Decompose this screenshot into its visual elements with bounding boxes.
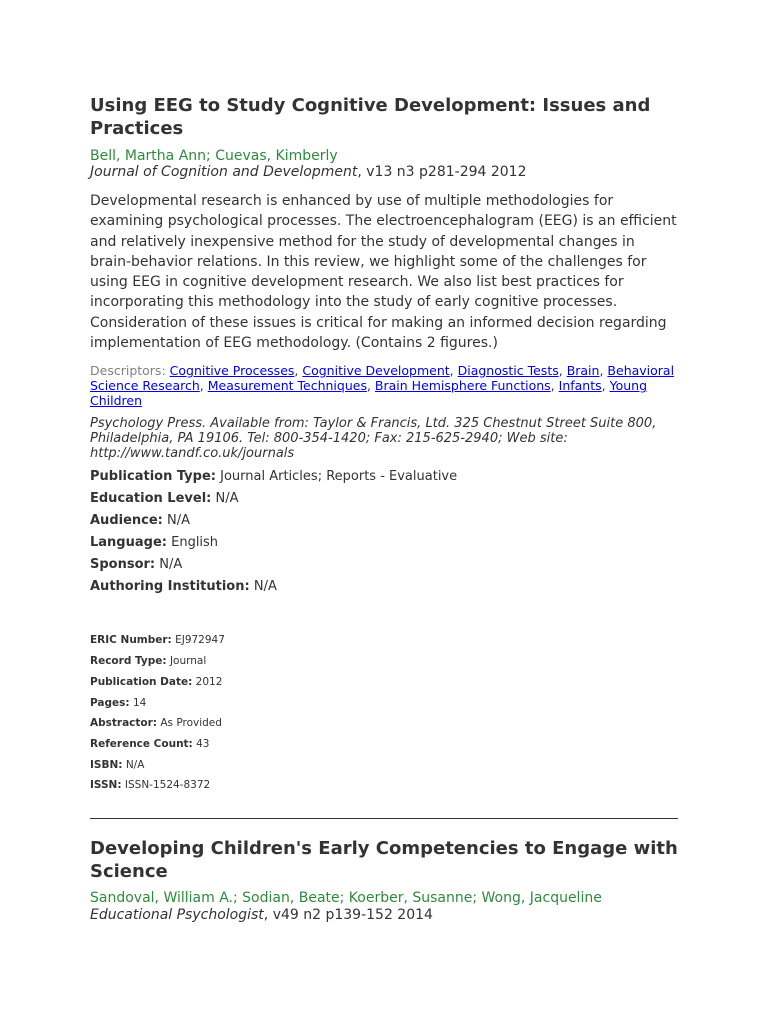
field-publication-type (90, 469, 457, 485)
descriptor-link[interactable]: Behavioral Science Research (90, 363, 675, 393)
field-label: Publication Type: (90, 469, 216, 484)
detail-isbn (90, 758, 144, 772)
detail-label: ERIC Number: (90, 634, 172, 646)
field-value: Journal Articles; Reports - Evaluative (220, 469, 458, 484)
descriptors-label: Descriptors: (90, 363, 170, 378)
field-value: N/A (215, 491, 239, 506)
separator: , (599, 363, 608, 378)
detail-value: EJ972947 (175, 634, 225, 646)
detail-publication-date (90, 675, 222, 689)
field-label: Sponsor: (90, 557, 156, 572)
field-label: Audience: (90, 513, 163, 528)
record-title[interactable]: Using EEG to Study Cognitive Development: Issues and Practices (90, 95, 651, 139)
journal-name: Journal of Cognition and Development (90, 164, 358, 180)
field-value: N/A (167, 513, 191, 528)
detail-abstractor (90, 716, 222, 730)
detail-label: Publication Date: (90, 676, 193, 688)
field-value: N/A (253, 579, 277, 594)
detail-label: Record Type: (90, 655, 167, 667)
journal-name: Educational Psychologist (90, 907, 264, 923)
field-language (90, 535, 218, 551)
descriptor-link[interactable]: Diagnostic Tests (457, 363, 559, 378)
detail-reference-count (90, 737, 209, 751)
field-audience (90, 513, 190, 529)
detail-label: ISSN: (90, 779, 122, 791)
field-value: English (171, 535, 219, 550)
record-source (90, 907, 433, 924)
citation: , v13 n3 p281-294 2012 (357, 164, 527, 180)
detail-label: Abstractor: (90, 717, 158, 729)
field-label: Education Level: (90, 491, 212, 506)
detail-issn (90, 778, 210, 792)
detail-value: N/A (125, 759, 145, 771)
descriptor-link[interactable]: Brain (566, 363, 600, 378)
detail-label: ISBN: (90, 759, 123, 771)
descriptor-link[interactable]: Infants (558, 378, 602, 393)
detail-value: 43 (196, 738, 210, 750)
field-education-level (90, 491, 239, 507)
separator: , (558, 363, 567, 378)
record-divider (90, 818, 678, 819)
detail-value: 14 (132, 697, 147, 709)
record-abstract: Developmental research is enhanced by use of multiple methodologies for examining psychological processes. The electroencephalogram (EEG) is an efficient and relatively inexpensive method for the study of developmental changes in brain-behavior relations. In this review, we highlight some of the challenges for using EEG in cognitive development research. We also list best practices for incorporating this methodology into the study of early cognitive processes. Consideration of these issues is critical for making an informed decision regarding implementation of EEG methodology. (Contains 2 figures.) (90, 193, 677, 352)
detail-pages (90, 696, 146, 710)
detail-value: Journal (169, 655, 207, 667)
descriptors (90, 363, 678, 408)
separator: , (550, 378, 559, 393)
field-label: Authoring Institution: (90, 579, 250, 594)
citation: , v49 n2 p139-152 2014 (263, 907, 433, 923)
descriptor-link[interactable]: Cognitive Development (302, 363, 450, 378)
record-authors[interactable]: Sandoval, William A.; Sodian, Beate; Koerber, Susanne; Wong, Jacqueline (90, 890, 602, 906)
detail-value: ISSN-1524-8372 (124, 779, 211, 791)
descriptor-link[interactable]: Young Children (90, 378, 648, 408)
field-sponsor (90, 557, 182, 573)
field-label: Language: (90, 535, 167, 550)
separator: , (366, 378, 375, 393)
detail-label: Pages: (90, 697, 130, 709)
record-title[interactable]: Developing Children's Early Competencies to Engage with Science (90, 838, 678, 882)
separator: , (449, 363, 458, 378)
descriptor-link[interactable]: Measurement Techniques (207, 378, 367, 393)
field-authoring-institution (90, 579, 277, 595)
record-authors[interactable]: Bell, Martha Ann; Cuevas, Kimberly (90, 148, 338, 164)
separator: , (199, 378, 208, 393)
detail-record-type (90, 654, 206, 668)
descriptor-link[interactable]: Cognitive Processes (169, 363, 295, 378)
detail-value: As Provided (160, 717, 222, 729)
record-source (90, 164, 527, 181)
separator: , (601, 378, 610, 393)
field-value: N/A (159, 557, 183, 572)
descriptor-link[interactable]: Brain Hemisphere Functions (374, 378, 551, 393)
separator: , (294, 363, 303, 378)
detail-label: Reference Count: (90, 738, 193, 750)
detail-eric-number (90, 633, 225, 647)
availability-note: Psychology Press. Available from: Taylor & Francis, Ltd. 325 Chestnut Street Suite 800, Philadelphia, PA 19106. Tel: 800-354-1420; Fax: 215-625-2940; Web site: http://www.tandf.co.uk/journals (90, 416, 657, 461)
detail-value: 2012 (195, 676, 223, 688)
